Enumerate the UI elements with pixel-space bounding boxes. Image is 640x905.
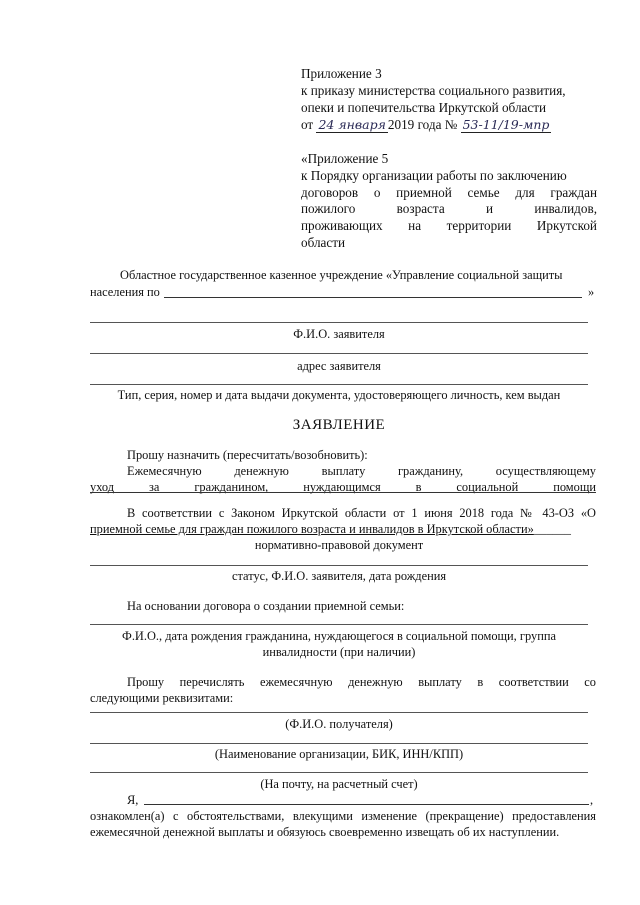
applicant-fio-line	[90, 322, 588, 323]
status-line	[90, 565, 588, 566]
law-line-2: приемной семье для граждан пожилого возраста и инвалидов в Иркутской области»	[90, 522, 534, 536]
applicant-fio-label: Ф.И.О. заявителя	[293, 327, 385, 341]
date-prefix: от	[301, 117, 314, 132]
i-prefix: Я,	[127, 793, 139, 807]
i-fill-line	[144, 804, 589, 805]
i-suffix: ,	[590, 793, 594, 807]
institution-fill-line	[164, 297, 582, 298]
appendix-5-line-4: проживающих на территории Иркутской	[301, 218, 597, 233]
appendix-5-line-1: к Порядку организации работы по заключению	[301, 168, 567, 183]
post-label: (На почту, на расчетный счет)	[260, 777, 418, 791]
applicant-document-line	[90, 384, 588, 385]
applicant-document-label: Тип, серия, номер и дата выдачи документа, удостоверяющего личность, кем выдан	[117, 388, 561, 402]
institution-line-1: Областное государственное казенное учреждение «Управление социальной защиты	[120, 268, 563, 282]
institution-suffix: »	[588, 285, 595, 299]
payment-underline	[90, 492, 596, 493]
organization-label: (Наименование организации, БИК, ИНН/КПП)	[214, 747, 464, 761]
citizen-label-2: инвалидности (при наличии)	[262, 645, 416, 659]
order-date-line	[301, 116, 551, 133]
appendix-5-line-5: области	[301, 235, 346, 250]
law-line-2-wrap	[90, 521, 571, 537]
appendix-3-title: Приложение 3	[301, 66, 382, 81]
handwritten-date: 24 января	[318, 117, 386, 132]
citizen-line	[90, 624, 588, 625]
institution-prefix: населения по	[90, 285, 160, 299]
post-line	[90, 772, 588, 773]
law-line-1: В соответствии с Законом Иркутской области от 1 июня 2018 года № 43-ОЗ «О	[127, 506, 596, 520]
appendix-5-line-2: договоров о приемной семье для граждан	[301, 185, 597, 200]
contract-basis-text: На основании договора о создании приемной семьи:	[127, 599, 405, 613]
transfer-line-1: Прошу перечислять ежемесячную денежную выплату в соответствии со	[127, 675, 596, 689]
law-line-2-tail: ______	[533, 522, 571, 536]
statement-title: ЗАЯВЛЕНИЕ	[292, 417, 386, 433]
acknowledgement-line-2: ежемесячной денежной выплаты и обязуюсь своевременно извещать об их наступлении.	[90, 825, 560, 839]
appendix-5-title: «Приложение 5	[301, 151, 389, 166]
acknowledgement-line-1: ознакомлен(а) с обстоятельствами, влекущими изменение (прекращение) предоставления	[90, 809, 596, 823]
year-text: 2019 года №	[387, 117, 458, 132]
order-reference: к приказу министерства социального развития,	[301, 83, 566, 98]
applicant-address-label: адрес заявителя	[297, 359, 381, 373]
payment-line-2: уход за гражданином, нуждающимся в социальной помощи	[90, 480, 596, 494]
status-label: статус, Ф.И.О. заявителя, дата рождения	[231, 569, 447, 583]
ministry-name: опеки и попечительства Иркутской области	[301, 100, 547, 115]
request-text: Прошу назначить (пересчитать/возобновить):	[127, 448, 368, 462]
payment-line-1: Ежемесячную денежную выплату гражданину, осуществляющему	[127, 464, 596, 478]
transfer-line-2: следующими реквизитами:	[90, 691, 234, 705]
citizen-label-1: Ф.И.О., дата рождения гражданина, нуждающегося в социальной помощи, группа	[122, 629, 556, 643]
recipient-line	[90, 712, 588, 713]
recipient-label: (Ф.И.О. получателя)	[285, 717, 393, 731]
appendix-5-line-3: пожилого возраста и инвалидов,	[301, 201, 597, 216]
handwritten-order-number: 53-11/19-мпр	[462, 117, 550, 132]
applicant-address-line	[90, 353, 588, 354]
normative-label: нормативно-правовой документ	[254, 538, 424, 552]
organization-line	[90, 743, 588, 744]
